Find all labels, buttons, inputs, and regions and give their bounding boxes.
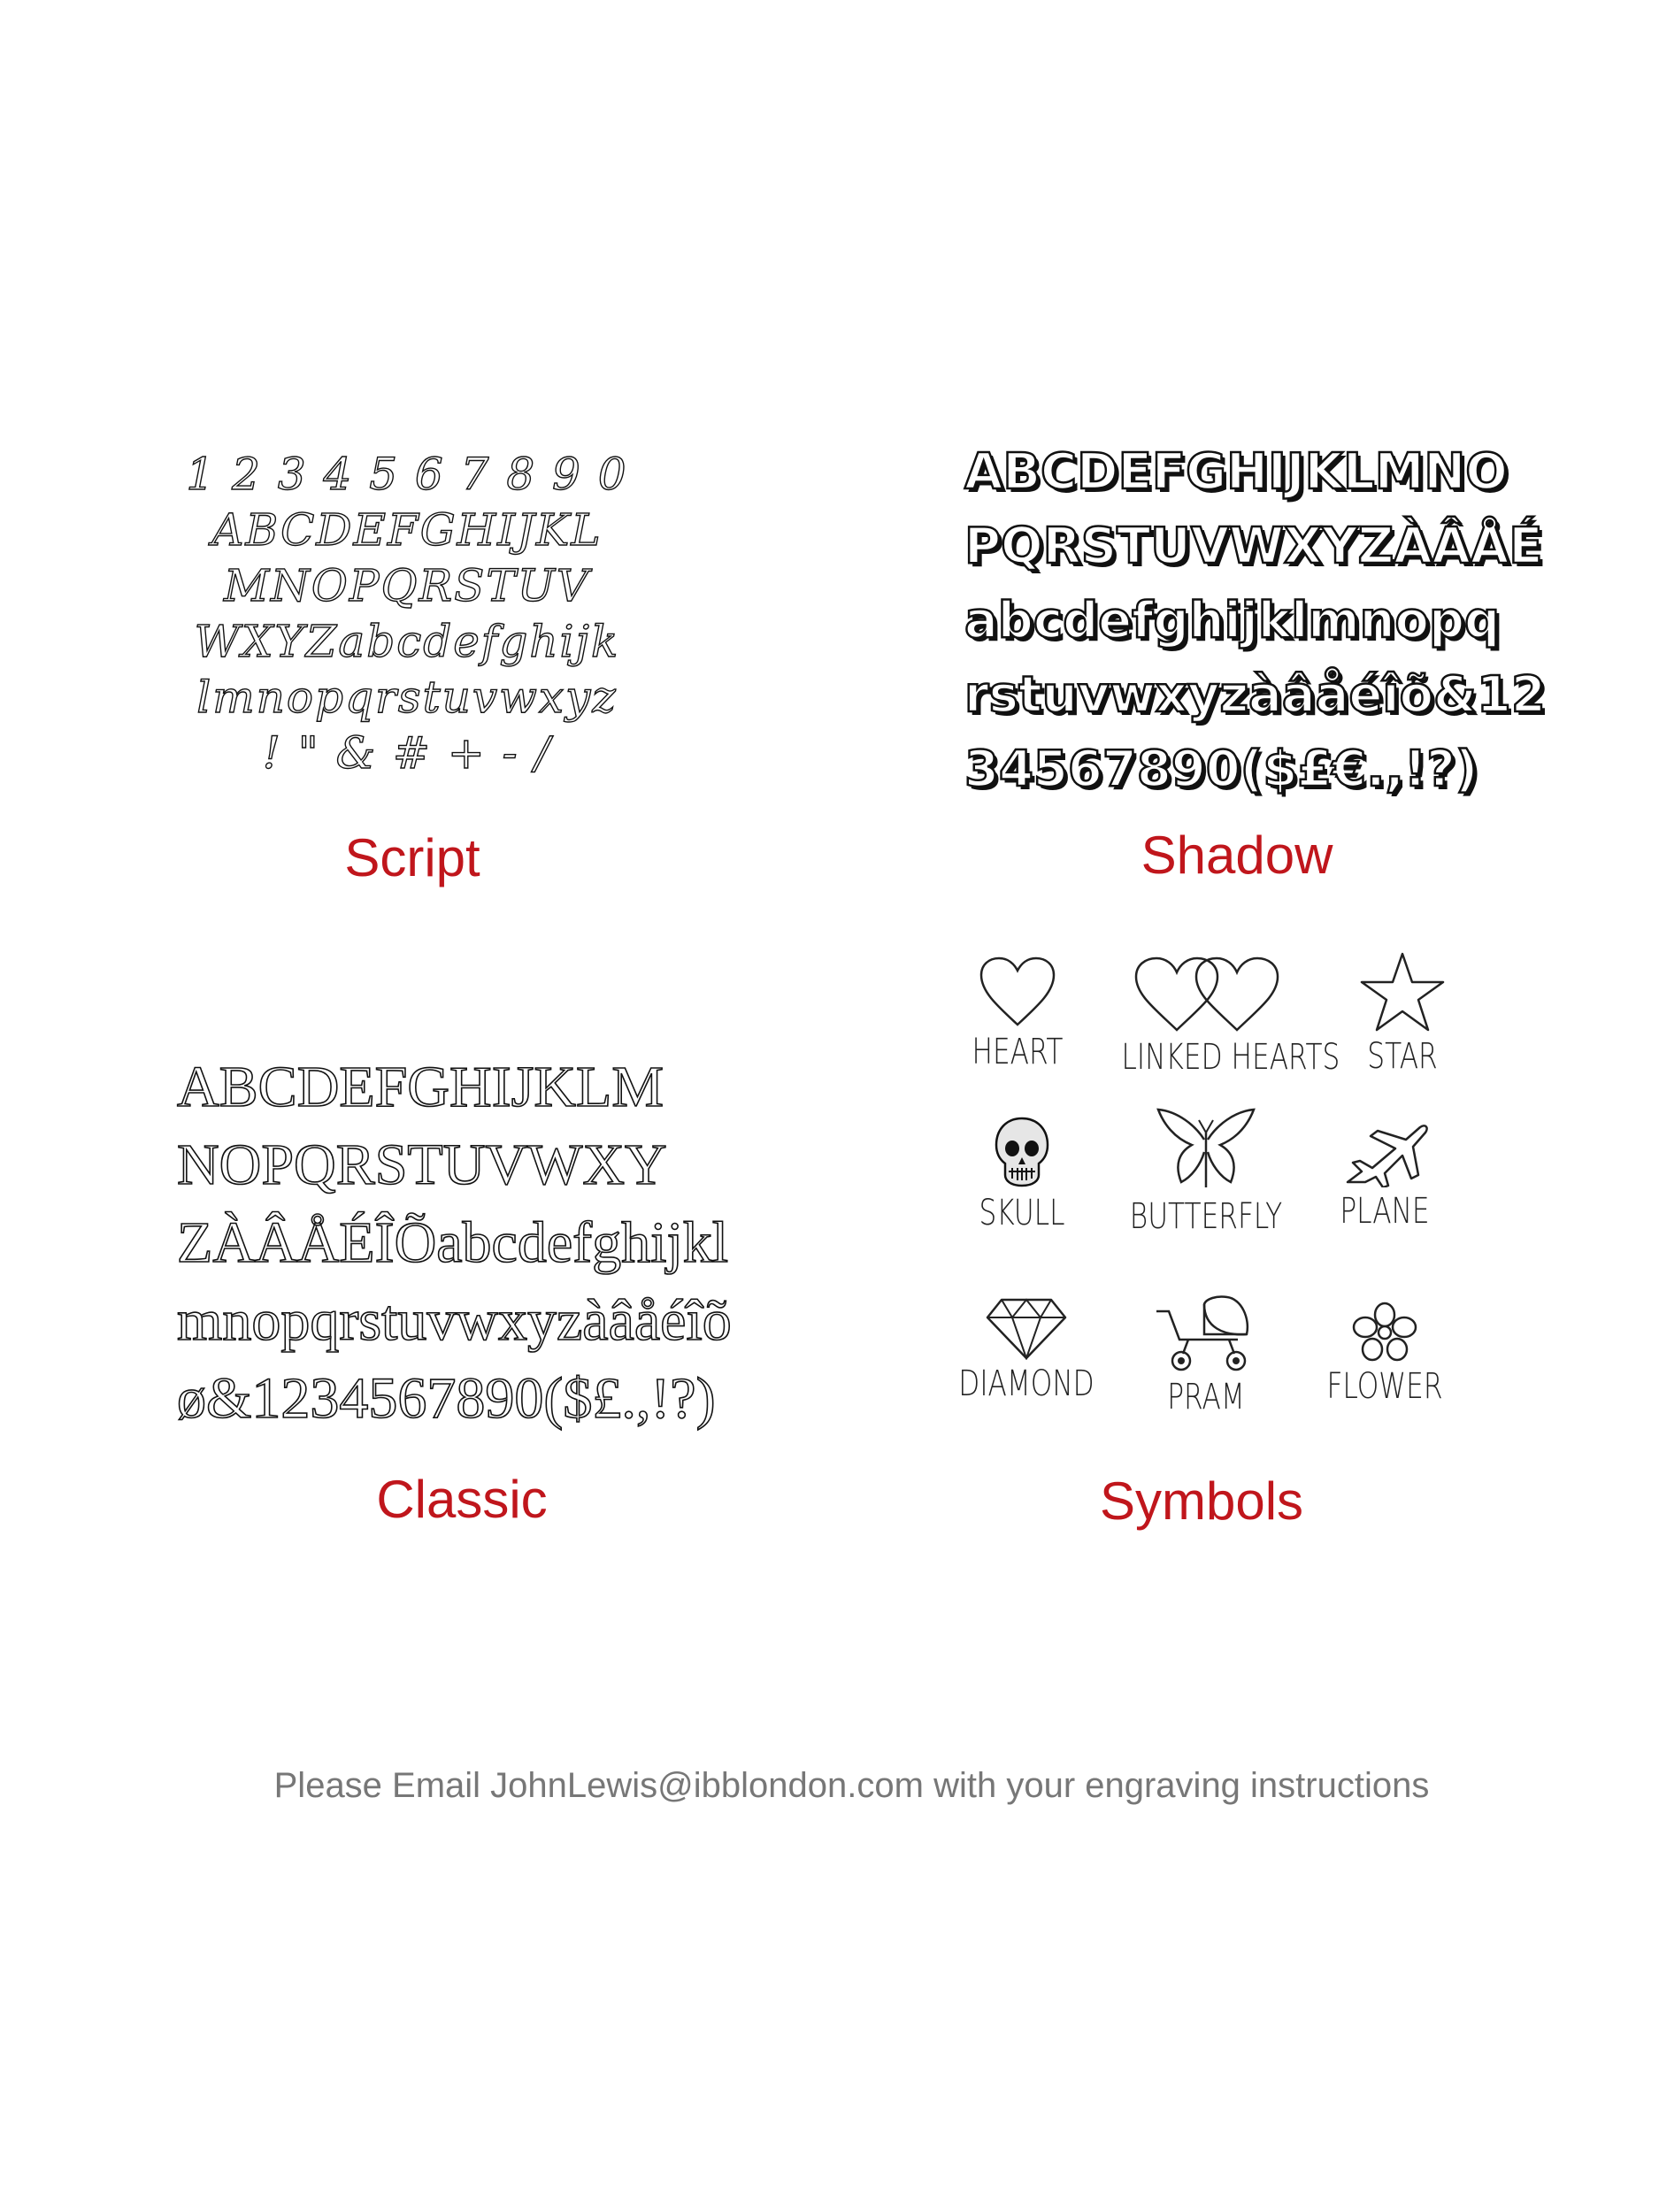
butterfly-icon [1153, 1106, 1259, 1193]
linked-hearts-icon [1133, 956, 1283, 1033]
script-sample-line: lmnopqrstuvwxyz [196, 672, 618, 723]
symbol-label: STAR [1367, 1036, 1438, 1077]
symbol-label: SKULL [979, 1193, 1065, 1233]
symbol-skull [920, 1115, 1124, 1233]
flower-icon [1349, 1301, 1420, 1363]
classic-font-label: Classic [376, 1470, 548, 1529]
symbol-label: DIAMOND [958, 1363, 1094, 1404]
classic-sample-line: ø&1234567890($£.,!?) [177, 1366, 716, 1431]
diamond-icon [984, 1296, 1069, 1360]
symbol-label: LINKED HEARTS [1121, 1037, 1340, 1078]
skull-icon [991, 1115, 1053, 1189]
symbol-butterfly [1104, 1106, 1308, 1237]
symbol-label: FLOWER [1326, 1366, 1443, 1407]
script-font-sample [88, 447, 726, 781]
symbol-label: PLANE [1340, 1191, 1430, 1232]
script-sample-line: ! " & # + - / [262, 727, 552, 779]
shadow-sample-line: rstuvwxyzàâåéîõ&12 [964, 666, 1546, 724]
pram-icon [1153, 1292, 1259, 1373]
symbol-star [1301, 951, 1504, 1077]
symbol-flower [1283, 1301, 1486, 1407]
plane-icon [1340, 1117, 1429, 1187]
symbol-linked-hearts [1097, 956, 1340, 1078]
shadow-font-label: Shadow [1141, 826, 1333, 885]
script-sample-line: ABCDEFGHIJKL [211, 504, 603, 556]
script-sample-line: MNOPQRSTUV [223, 560, 591, 611]
symbols-label: Symbols [1099, 1471, 1304, 1531]
script-sample-line: 1 2 3 4 5 6 7 8 9 0 [186, 449, 628, 500]
shadow-sample-line: 34567890($£€.,!?) [964, 741, 1479, 798]
shadow-sample-line: abcdefghijklmnopq [964, 592, 1501, 649]
symbol-diamond [925, 1296, 1128, 1404]
classic-sample-line: ZÀÂÅÉÎÕabcdefghijkl [177, 1210, 729, 1275]
heart-icon [978, 956, 1057, 1028]
shadow-font-sample [964, 435, 1548, 807]
symbol-pram [1104, 1292, 1308, 1417]
classic-sample-line: NOPQRSTUVWXY [177, 1133, 667, 1197]
engraving-instructions-note: Please Email JohnLewis@ibblondon.com with your engraving instructions [273, 1766, 1430, 1805]
symbol-label: PRAM [1167, 1377, 1245, 1417]
classic-sample-line: ABCDEFGHIJKLM [177, 1055, 664, 1119]
shadow-sample-line: PQRSTUVWXYZÀÂÅÉ [964, 518, 1543, 575]
symbol-label: BUTTERFLY [1129, 1196, 1283, 1237]
shadow-sample-line: ABCDEFGHIJKLMNO [964, 443, 1508, 501]
script-font-label: Script [344, 828, 480, 887]
symbol-label: HEART [972, 1032, 1064, 1072]
classic-font-sample [177, 1048, 787, 1438]
script-sample-line: WXYZabcdefghijk [194, 616, 620, 667]
symbol-heart [916, 956, 1119, 1072]
classic-sample-line: mnopqrstuvwxyzàâåéîõ [177, 1288, 732, 1353]
star-icon [1358, 951, 1447, 1033]
symbol-plane [1283, 1117, 1486, 1232]
